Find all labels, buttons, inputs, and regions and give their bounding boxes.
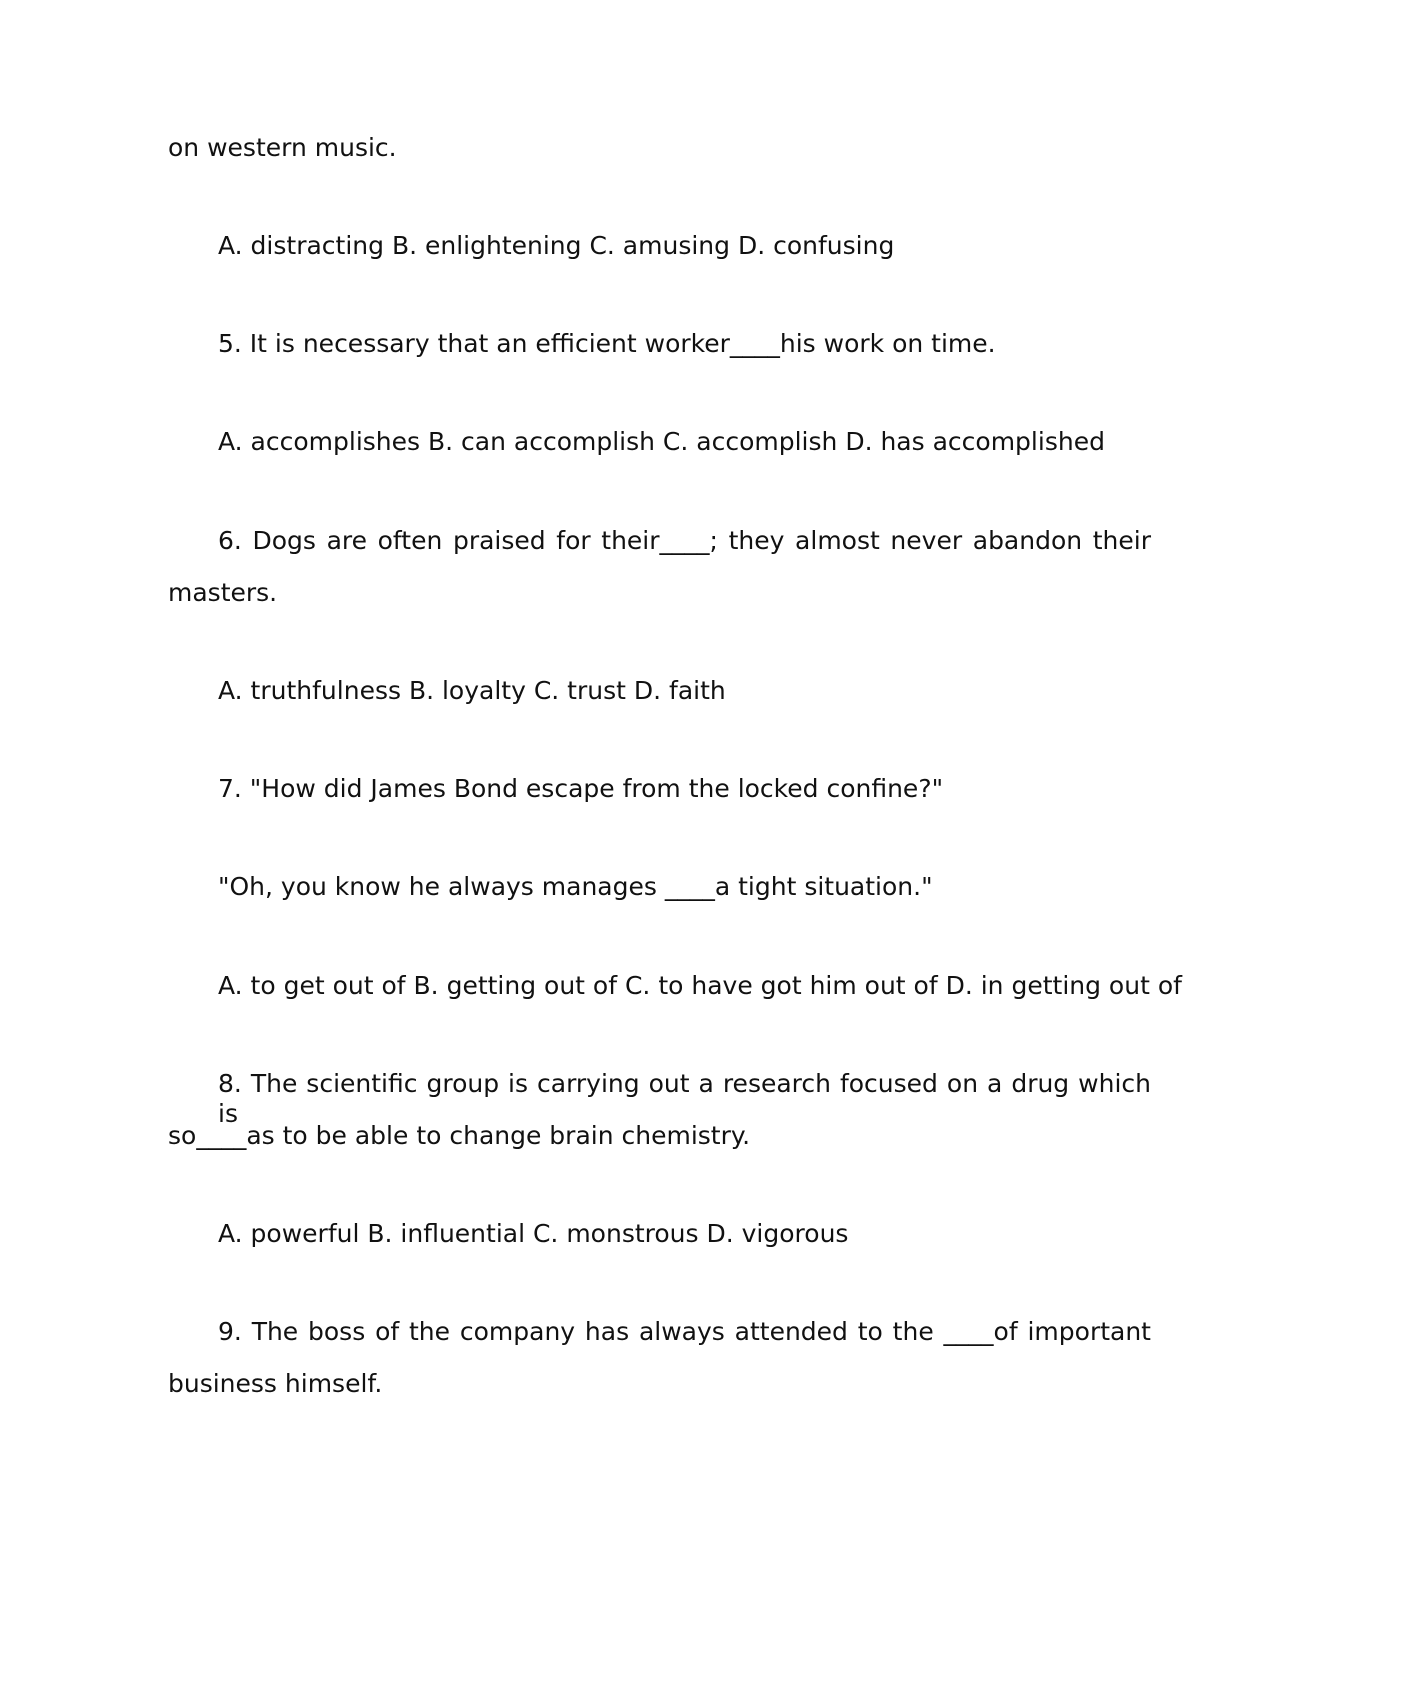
question-9-line-2: business himself.: [168, 1369, 383, 1398]
question-9-line-1: 9. The boss of the company has always attended to the ____of important: [218, 1317, 1151, 1346]
question-5: 5. It is necessary that an efficient worker____his work on time.: [218, 329, 996, 358]
question-4-options: A. distracting B. enlightening C. amusing D. confusing: [218, 231, 895, 260]
question-4-continuation: on western music.: [168, 133, 397, 162]
question-6-line-2: masters.: [168, 578, 278, 607]
question-8-line-1: 8. The scientific group is carrying out a research focused on a drug which is: [218, 1069, 1151, 1128]
question-8-line-2: so____as to be able to change brain chemistry.: [168, 1121, 751, 1150]
question-7-reply: "Oh, you know he always manages ____a tight situation.": [218, 872, 933, 901]
question-8-options: A. powerful B. influential C. monstrous D. vigorous: [218, 1219, 849, 1248]
question-7-options: A. to get out of B. getting out of C. to have got him out of D. in getting out of: [218, 971, 1182, 1000]
question-5-options: A. accomplishes B. can accomplish C. accomplish D. has accomplished: [218, 427, 1105, 456]
question-6-line-1: 6. Dogs are often praised for their____; they almost never abandon their: [218, 526, 1151, 555]
question-7: 7. "How did James Bond escape from the locked confine?": [218, 774, 944, 803]
question-6-options: A. truthfulness B. loyalty C. trust D. faith: [218, 676, 726, 705]
